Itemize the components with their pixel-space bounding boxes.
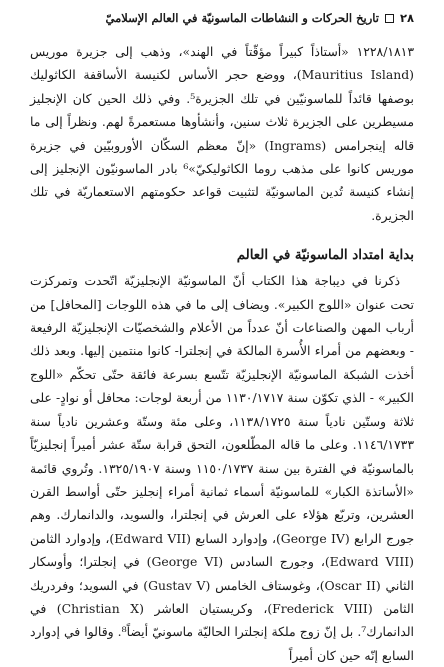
section-title: بداية امتداد الماسونيّة في العالم <box>236 247 414 264</box>
paragraph: ١٢٢٨/١٨١٣ «أستاذاً كبيراً مؤقّتاً في الهند»، وذهب إلى جزيرة موريس (Mauritius Island)، ووضع حجر الأساس لكنيسة الأساقفة الكاثوليك بوصفها قائداً للماسونيّين في تلك الجزيرة⁵. وفي ذلك الحين كان الإنجليز مسيطرين على الجزيرة ثلاث سنين، وأنشأوها مستعمرةً لهم. ونظراً إلى ما قاله إينجرامس (Ingrams) «إنّ معظم السكّان الأوروبيّين في جزيرة موريس كانوا على مذهب روما الكاثوليكيّ»⁶ بادر الماسونيّون الإنجليز إلى إنشاء كنيسة تُدين الماسونيّة لتثبيت قواعد حكومتهم الاستعماريّة في تلك الجزيرة. <box>30 44 415 223</box>
running-title: تاريخ الحركات و النشاطات الماسونيّة في العالم الإسلاميّ <box>105 11 379 25</box>
page-header <box>30 8 414 28</box>
body-text <box>30 40 414 667</box>
square-ornament-icon <box>385 14 394 23</box>
page-number: ٢٨ <box>399 11 414 25</box>
paragraph: ذكرنا في ديباجة هذا الكتاب أنّ الماسونيّة الإنجليزيّة اتّحدت وتمركزت تحت عنوان «اللوج الكبير». ويضاف إلى ما في هذه اللوجات [المحافل] من أرباب المهن والصناعات أنّ عدداً من الأعلام والشخصيّات الإنجليزيّة الرفيعة - وبعضهم من أمراء الأُسرة المالكة في إنجلترا- كانوا منتمين إليها. وبعد ذلك أخذت الشبكة الماسونيّة الإنجليزيّة تتّسع بسرعة فائقة حتّى تحكّم «اللوج الكبير» - الذي تكوّن سنة ١١٣٠/١٧١٧ من أربعة لوجات: محافل أو نوادٍ- على ثلاثة وستّين نادياً سنة ١١٣٨/١٧٢٥، وعلى مئة وستّة وعشرين نادياً سنة ١١٤٦/١٧٣٣. وعلى ما قاله المطّلعون، التحق قرابة ستّة عشر أميراً إنجليزيّاً بالماسونيّة في الفترة بين سنة ١١٥٠/١٧٣٧ وسنة ١٣٢٥/١٩٠٧. وتُروي قائمة «الأساتذة الكبار» للماسونيّة أسماء ثمانية أمراء إنجليز حتّى أواسط القرن العشرين، وتربّع هؤلاء على العرش في إنجلترا، والسويد، والدانمارك. وهم جورج الرابع (George IV)، وإدوارد السابع (Edward VII)، وإدوارد الثامن (Edward VIII)، وجورج السادس (George VI) في إنجلترا؛ وأوسكار الثاني (Oscar II)، وغوستاف الخامس (Gustav V) في السويد؛ وفردريك الثامن (Frederick VIII)، وكريستيان العاشر (Christian X) في الدانمارك⁷. بل إنّ زوج ملكة إنجلترا الحاليّة ماسونيّ أيضاً⁸. وقالوا في إدوارد السابع إنّه حين كان أميراً <box>30 273 415 663</box>
